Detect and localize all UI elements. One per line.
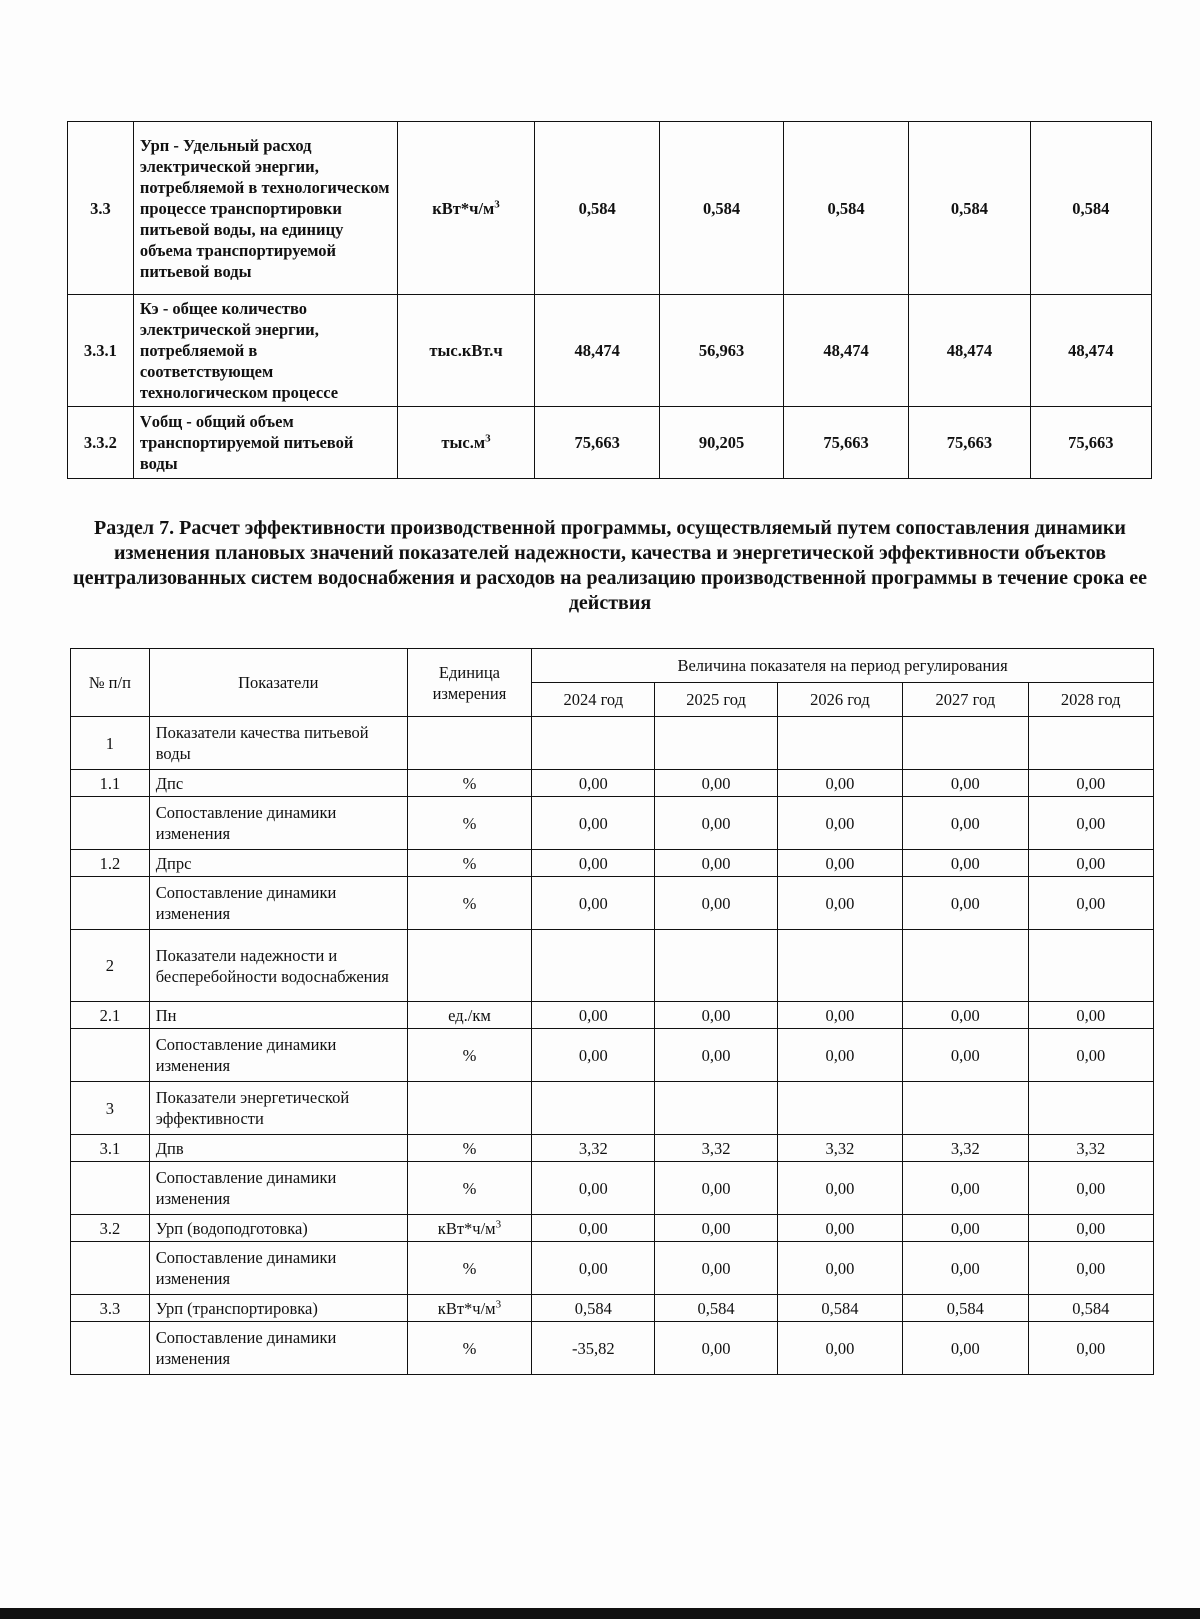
row-value: 3,32 — [1028, 1135, 1154, 1162]
row-number: 3.1 — [71, 1135, 150, 1162]
row-value: 0,00 — [532, 1242, 655, 1295]
row-value: 48,474 — [534, 295, 659, 407]
row-unit — [398, 122, 535, 295]
row-value: 0,00 — [903, 797, 1028, 850]
row-value: 0,00 — [655, 1002, 777, 1029]
row-value: 0,00 — [532, 770, 655, 797]
row-value: 75,663 — [783, 407, 908, 479]
row-number: 1 — [71, 717, 150, 770]
row-value: 0,00 — [532, 850, 655, 877]
row-value: 0,00 — [777, 770, 902, 797]
table-row — [71, 797, 1154, 850]
row-unit — [407, 1082, 531, 1135]
row-value: 0,00 — [655, 1242, 777, 1295]
table-row — [71, 1162, 1154, 1215]
row-value — [532, 717, 655, 770]
row-indicator: Сопоставление динамики изменения — [149, 1029, 407, 1082]
row-unit — [407, 1135, 531, 1162]
header-year: 2027 год — [903, 683, 1028, 717]
row-value: 0,584 — [783, 122, 908, 295]
row-unit — [398, 295, 535, 407]
row-value: 90,205 — [660, 407, 783, 479]
energy-indicators-table — [67, 121, 1152, 479]
row-number: 3.2 — [71, 1215, 150, 1242]
row-value — [903, 930, 1028, 1002]
row-number — [71, 1029, 150, 1082]
row-value: 0,584 — [655, 1295, 777, 1322]
table-row — [71, 850, 1154, 877]
row-unit — [407, 850, 531, 877]
row-unit — [407, 1029, 531, 1082]
row-value: 0,00 — [1028, 797, 1154, 850]
row-indicator: Сопоставление динамики изменения — [149, 1322, 407, 1375]
row-value: 0,00 — [1028, 1215, 1154, 1242]
row-indicator: Дпв — [149, 1135, 407, 1162]
row-value: -35,82 — [532, 1322, 655, 1375]
unit-text: кВт*ч/м — [437, 1218, 496, 1238]
row-indicator: Vобщ - общий объем транспортируемой питьевой воды — [133, 407, 397, 479]
table-row — [68, 295, 1152, 407]
unit-text: % — [462, 1258, 477, 1278]
header-year: 2028 год — [1028, 683, 1154, 717]
row-value: 0,00 — [777, 1322, 902, 1375]
row-indicator: Урп (транспортировка) — [149, 1295, 407, 1322]
unit-text: кВт*ч/м — [437, 1298, 496, 1318]
row-indicator: Сопоставление динамики изменения — [149, 877, 407, 930]
row-number: 3 — [71, 1082, 150, 1135]
row-indicator: Сопоставление динамики изменения — [149, 797, 407, 850]
row-value: 0,00 — [532, 1002, 655, 1029]
row-indicator: Дпрс — [149, 850, 407, 877]
row-number: 3.3.1 — [68, 295, 134, 407]
row-number — [71, 1242, 150, 1295]
header-year: 2024 год — [532, 683, 655, 717]
row-value: 0,00 — [777, 850, 902, 877]
row-value — [1028, 930, 1154, 1002]
unit-text: % — [462, 813, 477, 833]
row-indicator: Показатели надежности и бесперебойности водоснабжения — [149, 930, 407, 1002]
row-unit — [407, 1322, 531, 1375]
row-value: 48,474 — [783, 295, 908, 407]
header-indicator: Показатели — [149, 649, 407, 717]
row-number: 3.3 — [68, 122, 134, 295]
header-num: № п/п — [71, 649, 150, 717]
row-unit — [407, 797, 531, 850]
table-row — [71, 877, 1154, 930]
table-row — [71, 1135, 1154, 1162]
unit-exponent: 3 — [495, 1298, 502, 1310]
row-value — [903, 717, 1028, 770]
row-value — [903, 1082, 1028, 1135]
efficiency-table — [70, 648, 1154, 1375]
unit-exponent: 3 — [495, 1218, 502, 1230]
row-value: 0,00 — [903, 1002, 1028, 1029]
row-value: 0,00 — [903, 770, 1028, 797]
row-value: 0,00 — [655, 850, 777, 877]
row-value: 0,00 — [903, 850, 1028, 877]
row-value — [1028, 1082, 1154, 1135]
section-title: Раздел 7. Расчет эффективности производственной программы, осуществляемый путем сопоставления динамики изменения плановых значений показателей надежности, качества и энергетической эффективности объектов централизованных систем водоснабжения и расходов на реализацию производственной программы в течение срока ее действия — [73, 517, 1147, 614]
unit-text: % — [462, 1178, 477, 1198]
row-number: 2 — [71, 930, 150, 1002]
row-value: 0,00 — [777, 1029, 902, 1082]
row-number: 3.3.2 — [68, 407, 134, 479]
row-value: 0,00 — [903, 1322, 1028, 1375]
row-value: 48,474 — [1030, 295, 1151, 407]
table-row — [71, 1029, 1154, 1082]
row-value: 0,00 — [903, 1215, 1028, 1242]
row-value: 75,663 — [534, 407, 659, 479]
row-value: 0,00 — [655, 1322, 777, 1375]
table-row — [71, 1322, 1154, 1375]
unit-text: % — [462, 773, 477, 793]
row-number — [71, 877, 150, 930]
row-value: 0,00 — [532, 1215, 655, 1242]
row-number — [71, 1322, 150, 1375]
row-value: 0,00 — [1028, 1029, 1154, 1082]
row-value: 0,00 — [655, 797, 777, 850]
row-value — [655, 1082, 777, 1135]
row-unit — [407, 1295, 531, 1322]
row-unit — [398, 407, 535, 479]
unit-text: % — [462, 893, 477, 913]
row-value: 0,00 — [777, 1215, 902, 1242]
row-value: 3,32 — [777, 1135, 902, 1162]
row-indicator: Пн — [149, 1002, 407, 1029]
row-unit — [407, 877, 531, 930]
row-value: 0,00 — [1028, 850, 1154, 877]
row-value: 0,00 — [532, 797, 655, 850]
table-row — [71, 930, 1154, 1002]
row-indicator: Дпс — [149, 770, 407, 797]
table-row — [68, 122, 1152, 295]
table-row — [71, 1215, 1154, 1242]
row-value: 0,00 — [903, 877, 1028, 930]
row-value: 0,00 — [777, 877, 902, 930]
unit-text: кВт*ч/м — [432, 198, 495, 218]
row-indicator: Сопоставление динамики изменения — [149, 1242, 407, 1295]
row-value: 0,584 — [532, 1295, 655, 1322]
row-number: 1.2 — [71, 850, 150, 877]
row-unit — [407, 1215, 531, 1242]
row-indicator: Кэ - общее количество электрической энергии, потребляемой в соответствующем технологическом процессе — [133, 295, 397, 407]
table-row — [71, 1242, 1154, 1295]
row-value: 0,584 — [660, 122, 783, 295]
header-year: 2026 год — [777, 683, 902, 717]
header-unit: Единица измерения — [407, 649, 531, 717]
row-value: 3,32 — [903, 1135, 1028, 1162]
row-value — [655, 930, 777, 1002]
row-value: 0,584 — [534, 122, 659, 295]
row-number — [71, 797, 150, 850]
row-value: 0,00 — [903, 1029, 1028, 1082]
row-unit — [407, 930, 531, 1002]
row-number: 3.3 — [71, 1295, 150, 1322]
row-value: 56,963 — [660, 295, 783, 407]
unit-exponent: 3 — [485, 432, 491, 445]
row-value: 0,00 — [1028, 1002, 1154, 1029]
row-value: 0,00 — [655, 877, 777, 930]
row-value: 0,584 — [1030, 122, 1151, 295]
row-number: 2.1 — [71, 1002, 150, 1029]
row-value: 0,584 — [777, 1295, 902, 1322]
row-value: 3,32 — [532, 1135, 655, 1162]
row-number: 1.1 — [71, 770, 150, 797]
unit-text: ед./км — [448, 1005, 491, 1025]
row-unit — [407, 1002, 531, 1029]
row-value: 0,00 — [532, 1162, 655, 1215]
row-value — [777, 930, 902, 1002]
table-row — [71, 1295, 1154, 1322]
header-year: 2025 год — [655, 683, 777, 717]
row-value — [532, 1082, 655, 1135]
table-row — [71, 770, 1154, 797]
row-unit — [407, 717, 531, 770]
row-value: 0,00 — [1028, 1162, 1154, 1215]
row-value: 0,00 — [777, 1242, 902, 1295]
row-value: 0,00 — [655, 770, 777, 797]
row-value — [1028, 717, 1154, 770]
row-unit — [407, 1162, 531, 1215]
row-value: 0,00 — [1028, 1242, 1154, 1295]
row-value: 0,00 — [777, 1162, 902, 1215]
row-value: 0,00 — [532, 877, 655, 930]
row-value — [777, 717, 902, 770]
row-value: 0,00 — [1028, 877, 1154, 930]
row-value — [655, 717, 777, 770]
row-value: 0,00 — [1028, 1322, 1154, 1375]
table-row — [71, 717, 1154, 770]
row-value: 0,00 — [1028, 770, 1154, 797]
row-value — [532, 930, 655, 1002]
row-value: 0,584 — [909, 122, 1030, 295]
unit-exponent: 3 — [494, 198, 500, 210]
unit-text: % — [462, 1138, 477, 1158]
row-value: 0,00 — [655, 1029, 777, 1082]
row-value: 0,00 — [655, 1215, 777, 1242]
row-value: 0,00 — [903, 1242, 1028, 1295]
row-indicator: Показатели качества питьевой воды — [149, 717, 407, 770]
unit-text: % — [462, 1045, 477, 1065]
row-indicator: Урп (водоподготовка) — [149, 1215, 407, 1242]
row-value: 0,584 — [1028, 1295, 1154, 1322]
row-indicator: Сопоставление динамики изменения — [149, 1162, 407, 1215]
row-value: 0,00 — [655, 1162, 777, 1215]
row-value: 0,00 — [777, 797, 902, 850]
row-value: 0,00 — [903, 1162, 1028, 1215]
table-row — [68, 407, 1152, 479]
unit-text: % — [462, 1338, 477, 1358]
unit-text: тыс.м — [441, 433, 486, 452]
table-row — [71, 1002, 1154, 1029]
row-indicator: Урп - Удельный расход электрической энергии, потребляемой в технологическом процессе транспортировки питьевой воды, на единицу объема транспортируемой питьевой воды — [133, 122, 397, 295]
row-value: 75,663 — [909, 407, 1030, 479]
scan-edge-bar — [0, 1608, 1200, 1619]
row-unit — [407, 1242, 531, 1295]
row-indicator: Показатели энергетической эффективности — [149, 1082, 407, 1135]
row-value: 75,663 — [1030, 407, 1151, 479]
row-value: 0,00 — [532, 1029, 655, 1082]
header-period: Величина показателя на период регулирования — [532, 649, 1154, 683]
row-value: 3,32 — [655, 1135, 777, 1162]
row-value: 48,474 — [909, 295, 1030, 407]
table-row — [71, 1082, 1154, 1135]
row-value: 0,584 — [903, 1295, 1028, 1322]
row-unit — [407, 770, 531, 797]
unit-text: тыс.кВт.ч — [429, 341, 503, 360]
row-value — [777, 1082, 902, 1135]
row-number — [71, 1162, 150, 1215]
unit-text: % — [462, 853, 477, 873]
row-value: 0,00 — [777, 1002, 902, 1029]
